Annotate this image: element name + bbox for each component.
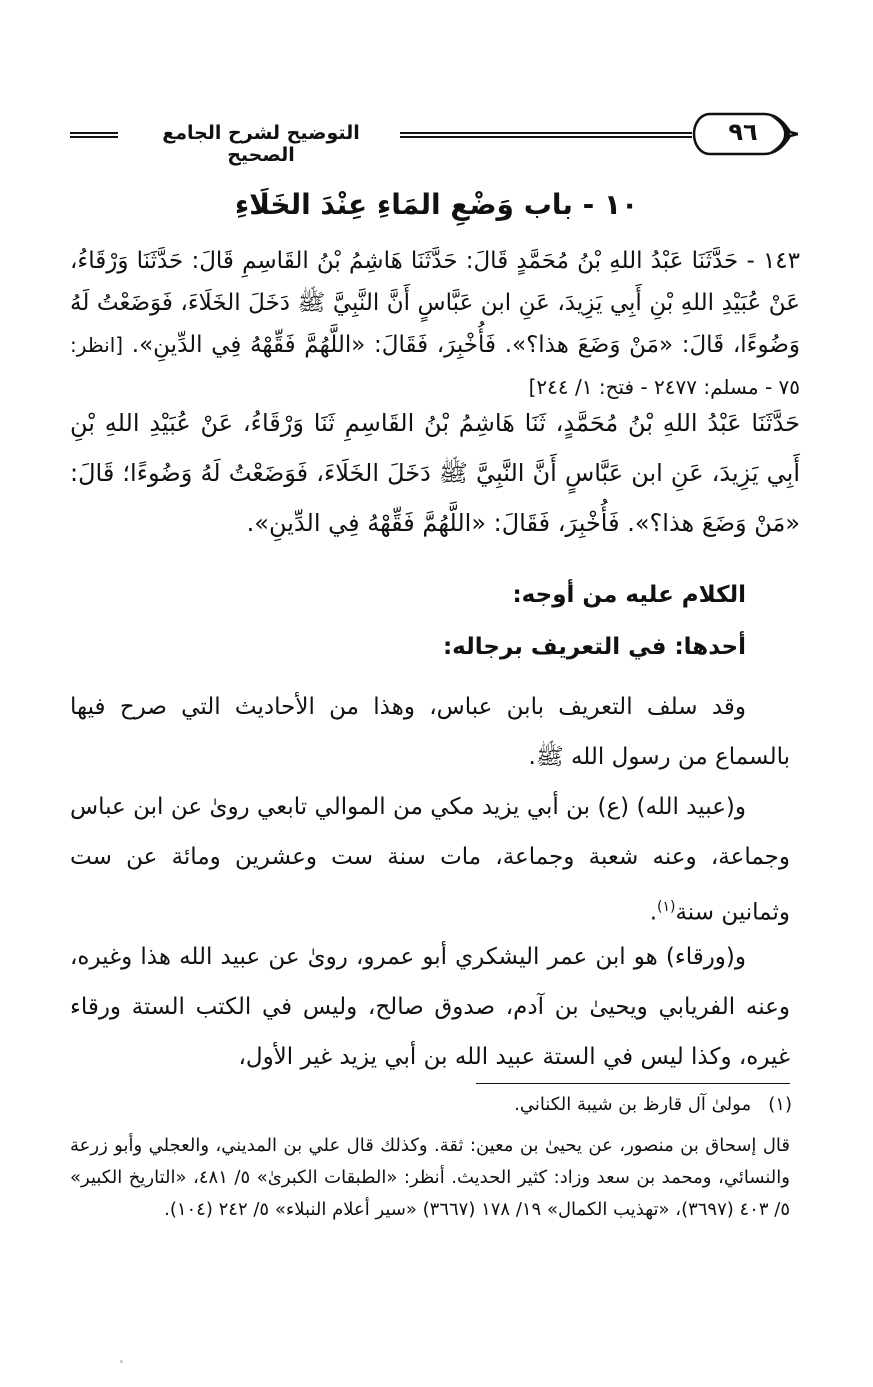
paragraph-ubaydullah-text: و(عبيد الله) (ع) بن أبي يزيد مكي من الموالي تابعي روىٰ عن ابن عباس وجماعة، وعنه شعبة وجماعة، مات سنة ست وعشرين ومائة عن ست وثمانين سنة — [70, 794, 790, 926]
hadith-text: ١٤٣ - حَدَّثَنَا عَبْدُ اللهِ بْنُ مُحَمَّدٍ قَالَ: حَدَّثَنَا هَاشِمُ بْنُ القَاسِمِ قَالَ: حَدَّثَنَا وَرْقَاءُ، عَنْ عُبَيْدِ اللهِ بْنِ أَبِي يَزِيدَ، عَنِ ابن عَبَّاسٍ أَنَّ النَّبِيَّ ﷺ دَخَلَ الخَلَاءَ، فَوَضَعْتُ لَهُ وَضُوءًا، قَالَ: «مَنْ وَضَعَ هذا؟». فَأُخْبِرَ، فَقَالَ: «اللَّهُمَّ فَقِّهْهُ فِي الدِّينِ». — [70, 248, 800, 358]
footnote-line1: مولىٰ آل قارظ بن شيبة الكناني. — [514, 1094, 752, 1115]
paragraph-ubaydullah-end: . — [649, 899, 657, 926]
footnote-divider — [476, 1083, 790, 1084]
commentary-intro: الكلام عليه من أوجه: — [512, 582, 746, 608]
header-rule-left — [70, 132, 118, 138]
paragraph-ibn-abbas: وقد سلف التعريف بابن عباس، وهذا من الأحاديث التي صرح فيها بالسماع من رسول الله ﷺ. — [70, 694, 790, 770]
running-title: التوضيح لشرح الجامع الصحيح — [162, 122, 360, 166]
header-rule-middle — [400, 132, 692, 138]
footnote-first-line — [300, 1094, 792, 1115]
footnote-marker-ref[interactable]: (١) — [657, 899, 676, 915]
hadith-reference: [انظر: ٧٥ - مسلم: ٢٤٧٧ - فتح: ١/ ٢٤٤] — [70, 333, 800, 399]
hadith-text-block — [70, 240, 800, 408]
first-aspect-heading: أحدها: في التعريف برجاله: — [442, 634, 746, 660]
footnote-marker: (١) — [768, 1094, 792, 1115]
chapter-title: ١٠ - باب وَضْعِ المَاءِ عِنْدَ الخَلَاءِ — [234, 188, 639, 221]
paragraph-warqa: و(ورقاء) هو ابن عمر اليشكري أبو عمرو، روىٰ عن عبيد الله هذا وغيره، وعنه الفريابي ويحيىٰ بن آدم، صدوق صالح، وليس في الكتب الستة ورقاء غيره، وكذا ليس في الستة عبيد الله بن أبي يزيد غير الأول، — [70, 944, 790, 1070]
footnote-body: قال إسحاق بن منصور، عن يحيىٰ بن معين: ثقة. وكذلك قال علي بن المديني، والعجلي وأبو زرعة والنسائي، ومحمد بن سعد وزاد: كثير الحديث. أنظر: «الطبقات الكبرىٰ» ٥/ ٤٨١، «التاريخ الكبير» ٥/ ٤٠٣ (٣٦٩٧)، «تهذيب الكمال» ١٩/ ١٧٨ (٣٦٦٧) «سير أعلام النبلاء» ٥/ ٢٤٢ (١٠٤). — [70, 1135, 790, 1220]
hadith-alt-text: حَدَّثَنَا عَبْدُ اللهِ بْنُ مُحَمَّدٍ، ثَنَا هَاشِمُ بْنُ القَاسِمِ ثَنَا وَرْقَاءُ، عَنْ عُبَيْدِ اللهِ بْنِ أَبِي يَزِيدَ، عَنِ ابن عَبَّاسٍ أَنَّ النَّبِيَّ ﷺ دَخَلَ الخَلَاءَ، فَوَضَعْتُ لَهُ وَضُوءًا؛ قَالَ: «مَنْ وَضَعَ هذا؟». فَأُخْبِرَ، فَقَالَ: «اللَّهُمَّ فَقِّهْهُ فِي الدِّينِ». — [70, 409, 800, 537]
running-header — [70, 112, 798, 164]
paragraph-ubaydullah — [70, 782, 790, 938]
page-number: ٩٦ — [728, 118, 758, 146]
scan-speck — [120, 1360, 123, 1363]
